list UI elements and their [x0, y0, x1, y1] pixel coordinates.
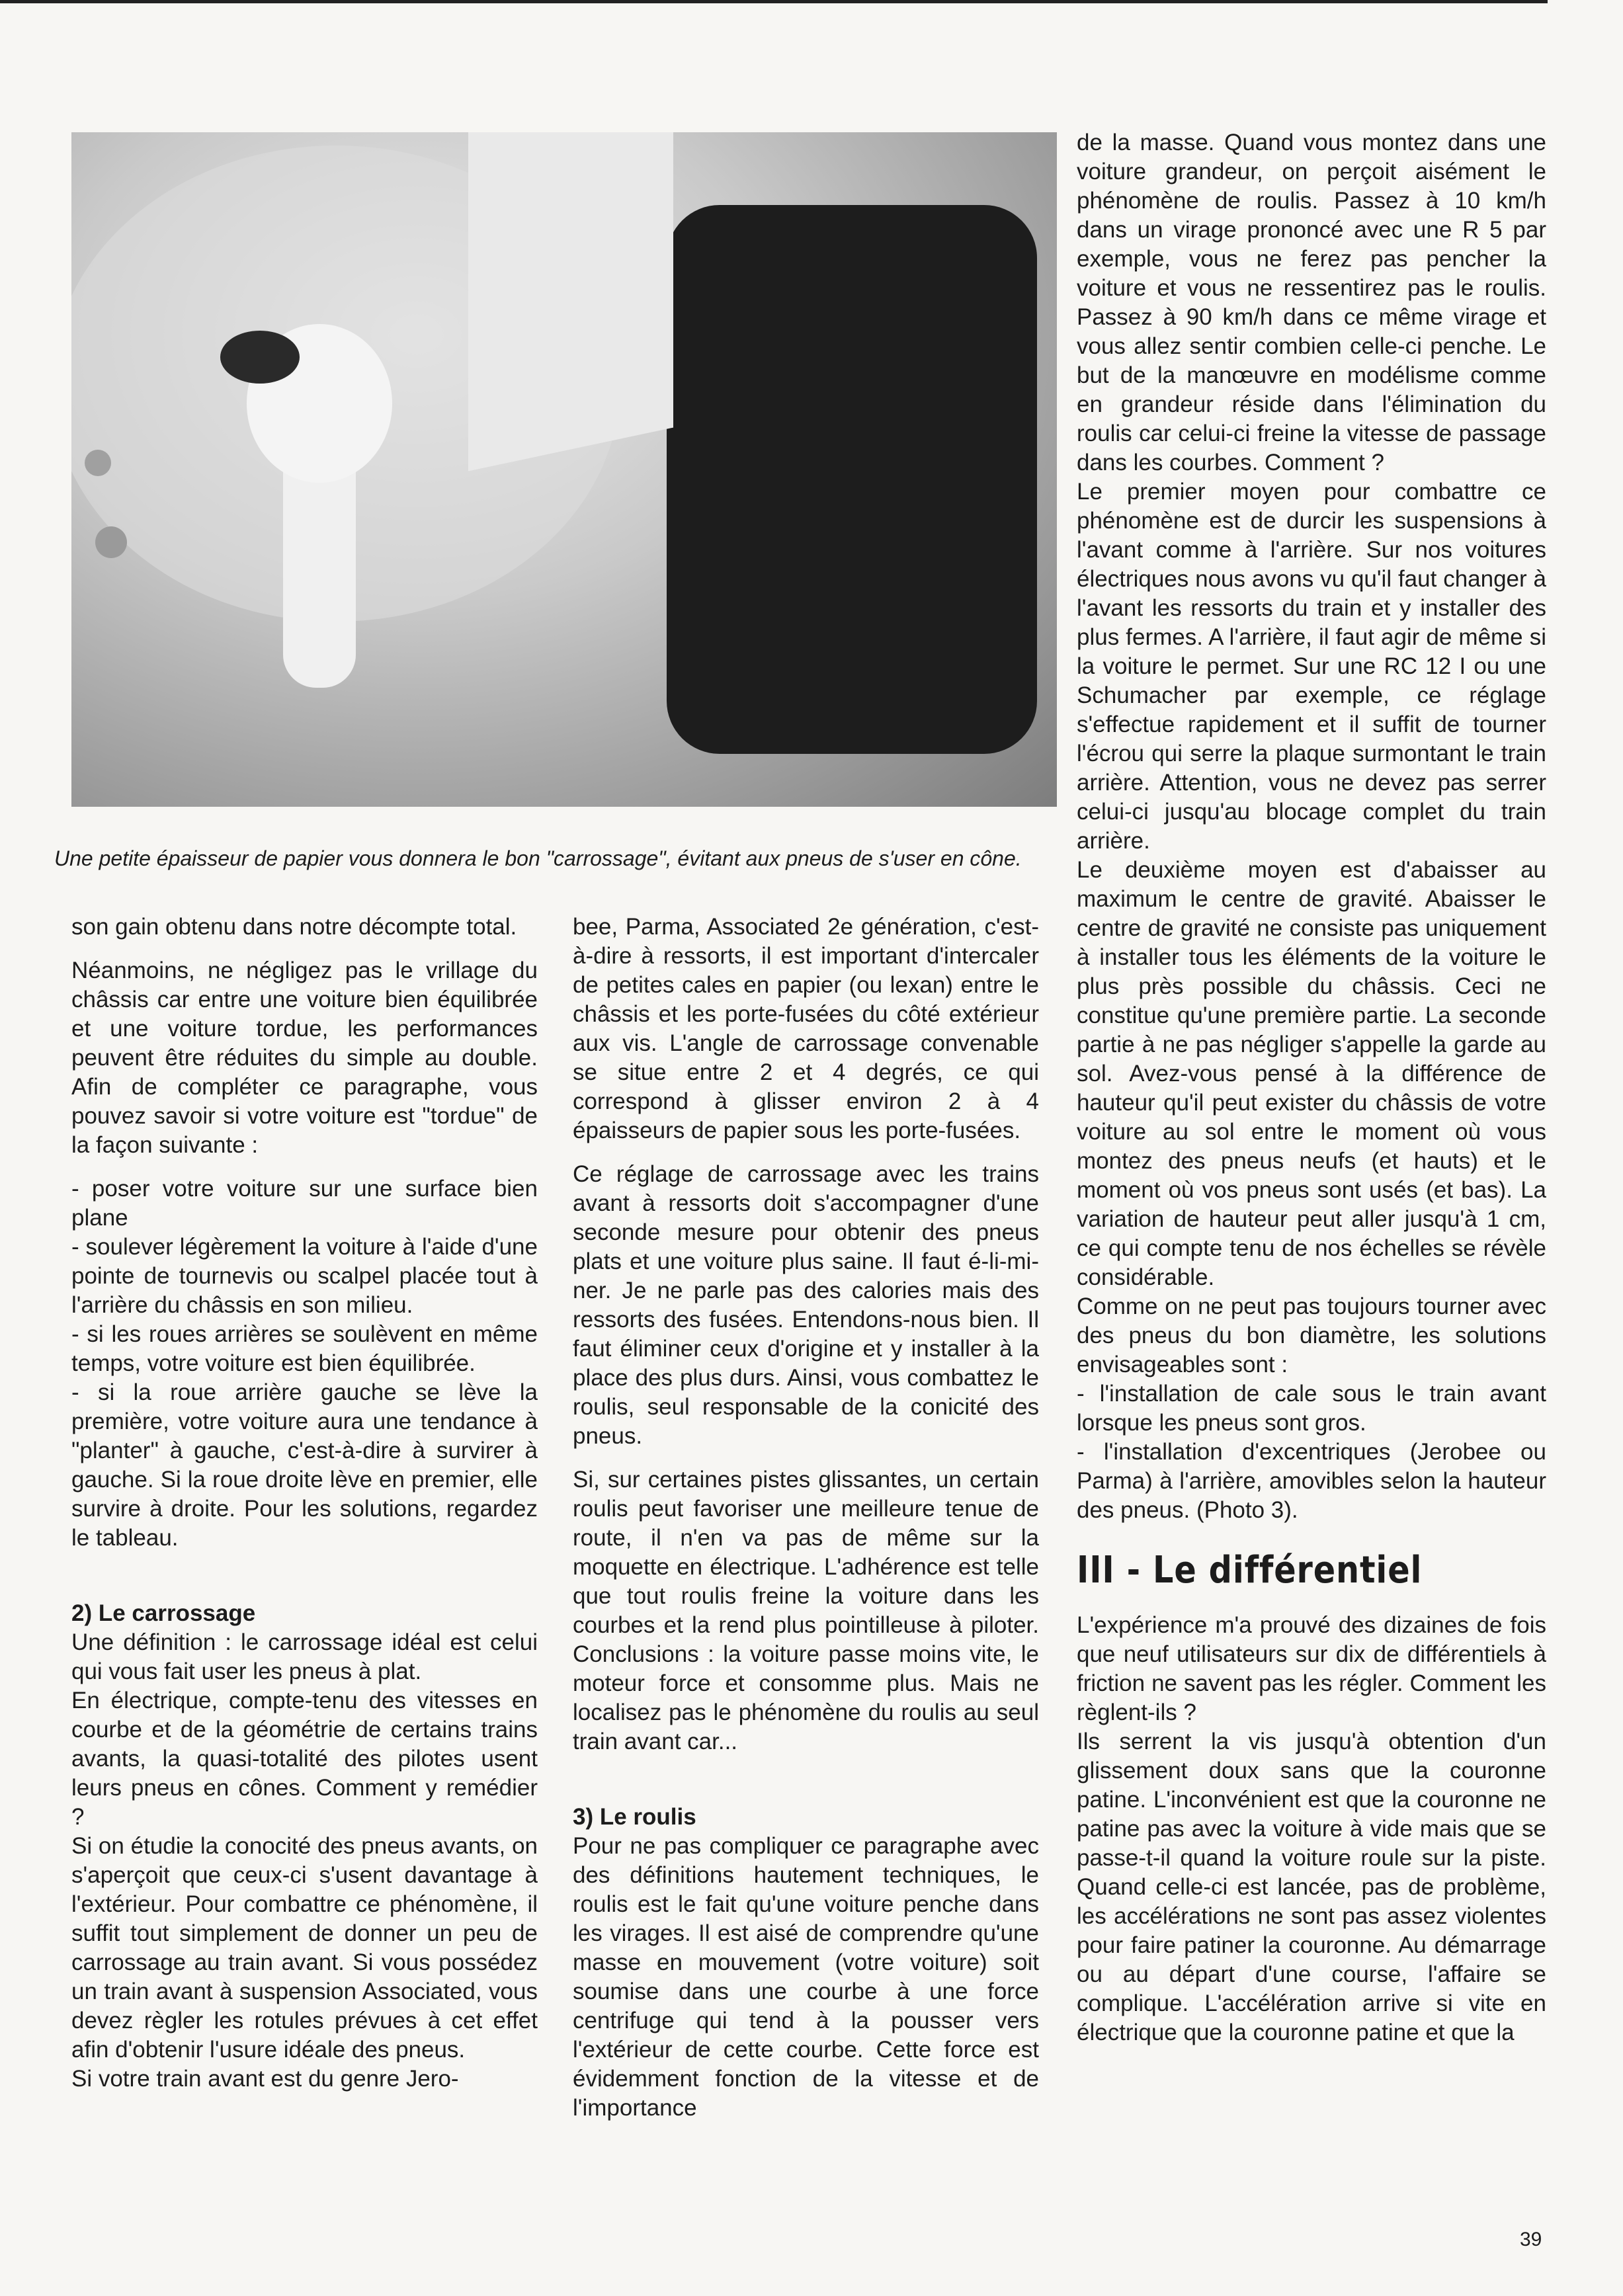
page-number: 39 [1520, 2229, 1542, 2250]
heading-roulis: 3) Le roulis [573, 1804, 696, 1830]
paragraph: Le deuxième moyen est d'abaisser au maximum le centre de gravité. Abaisser le centre de gravité ne consiste pas uniquement à installer tous les éléments de la voiture le plus près possible du châssis. Ceci ne constitue qu'une première partie. La seconde partie à ne pas négliger s'appelle la garde au sol. Avez-vous pensé à la différence de hauteur qu'il peut exister du châssis de votre voiture au sol entre le moment où vous montez des pneus neufs (et hauts) et le moment où vos pneus sont usés (et bas). La variation de hauteur peut aller jusqu'à 1 cm, ce qui compte tenu de nos échelles se révèle considérable. [1077, 857, 1546, 1290]
list-item: - l'installation de cale sous le train avant lorsque les pneus sont gros. [1077, 1381, 1546, 1436]
paragraph: son gain obtenu dans notre décompte total. [71, 914, 517, 940]
photo-caption: Une petite épaisseur de papier vous donnera le bon "carrossage", évitant aux pneus de s'user en cône. [54, 846, 1022, 870]
top-rule [0, 0, 1548, 3]
paragraph: Néanmoins, ne négligez pas le vrillage du châssis car entre une voiture bien équilibrée et une voiture tordue, les performances peuvent être réduites du simple au double. Afin de compléter ce paragraphe, vous pouvez savoir si votre voiture est "tordue" de la façon suivante : [71, 958, 538, 1158]
paragraph: Ce réglage de carrossage avec les trains avant à ressorts doit s'accompagner d'une seconde mesure pour obtenir des pneus plats et une voiture plus saine. Il faut é-li-mi-ner. Je ne parle pas des calories mais des ressorts des fusées. Entendons-nous bien. Il faut éliminer ceux d'origine et y installer à la place des plus durs. Ainsi, vous combattez le roulis, seul responsable de la conicité des pneus. [573, 1161, 1039, 1449]
column-1 [71, 913, 538, 2094]
paragraph: En électrique, compte-tenu des vitesses en courbe et de la géométrie de certains trains avants, la quasi-totalité des pilotes usent leurs pneus en cônes. Comment y remédier ? [71, 1688, 538, 1830]
column-2 [573, 913, 1039, 2137]
photo-car-wheel [71, 132, 1057, 807]
paragraph: Si on étudie la conocité des pneus avants, on s'aperçoit que ceux-ci s'usent davantage à l'extérieur. Pour combattre ce phénomène, il suffit tout simplement de donner un peu de carrossage au train avant. Si vous possédez un train avant à suspension Associated, vous devez règler les rotules prévues à cet effet afin d'obtenir l'usure idéale des pneus. [71, 1833, 538, 2063]
list-item: - poser votre voiture sur une surface bien plane [71, 1176, 538, 1231]
list-item: - si les roues arrières se soulèvent en même temps, votre voiture est bien équilibrée. [71, 1321, 538, 1376]
paragraph: Le premier moyen pour combattre ce phénomène est de durcir les suspensions à l'avant comme à l'arrière. Sur nos voitures électriques nous avons vu qu'il faut changer à l'avant les ressorts du train et y installer des plus fermes. A l'arrière, il faut agir de même si la voiture le permet. Sur une RC 12 I ou une Schumacher par exemple, ce réglage s'effectue rapidement et il suffit de tourner l'écrou qui serre la plaque surmontant le train arrière. Attention, vous ne devez pas serrer celui-ci jusqu'au blocage complet du train arrière. [1077, 479, 1546, 854]
paragraph: Comme on ne peut pas toujours tourner avec des pneus du bon diamètre, les solutions envisageables sont : [1077, 1293, 1546, 1377]
paragraph: Si votre train avant est du genre Jero- [71, 2066, 459, 2092]
paragraph: Pour ne pas compliquer ce paragraphe avec des définitions hautement techniques, le roulis est le fait qu'une voiture penche dans les virages. Il est aisé de comprendre qu'une masse en mouvement (votre voiture) soit soumise dans une courbe à une force centrifuge qui tend à la pousser vers l'extérieur de cette courbe. Cette force est évidemment fonction de la vitesse et de l'importance [573, 1833, 1039, 2121]
column-3 [1077, 128, 1546, 2047]
section-title-differentiel: III - Le différentiel [1077, 1549, 1423, 1592]
heading-carrossage: 2) Le carrossage [71, 1600, 256, 1626]
list-item: - soulever légèrement la voiture à l'aide d'une pointe de tournevis ou scalpel placée tout à l'arrière du châssis en son milieu. [71, 1234, 538, 1318]
paragraph: de la masse. Quand vous montez dans une voiture grandeur, on perçoit aisément le phénomène de roulis. Passez à 10 km/h dans un virage prononcé avec une R 5 par exemple, vous ne ferez pas pencher la voiture et vous ne ressentirez pas le roulis. Passez à 90 km/h dans ce même virage et vous allez sentir combien celle-ci penche. Le but de la manœuvre en modélisme comme en grandeur réside dans l'élimination du roulis car celui-ci freine la vitesse de passage dans les courbes. Comment ? [1077, 130, 1546, 475]
paragraph: Ils serrent la vis jusqu'à obtention d'un glissement doux sans que la couronne patine. L'inconvénient est que la couronne ne patine pas avec la voiture à vide mais que se passe-t-il quand la voiture roule sur la piste. Quand celle-ci est lancée, pas de problème, les accélérations ne sont pas assez violentes pour faire patiner la couronne. Au démarrage ou au départ d'une course, l'affaire se complique. L'accélération arrive si vite en électrique que la couronne patine et que la [1077, 1729, 1546, 2045]
paragraph: bee, Parma, Associated 2e génération, c'est-à-dire à ressorts, il est important d'intercaler de petites cales en papier (ou lexan) entre le châssis et les porte-fusées du côté extérieur aux vis. L'angle de carrossage convenable se situe entre 2 et 4 degrés, ce qui correspond à glisser environ 2 à 4 épaisseurs de papier sous les porte-fusées. [573, 914, 1039, 1143]
paragraph: L'expérience m'a prouvé des dizaines de fois que neuf utilisateurs sur dix de différentiels à friction ne savent pas les régler. Comment les règlent-ils ? [1077, 1612, 1546, 1725]
list-item: - si la roue arrière gauche se lève la première, votre voiture aura une tendance à "planter" à gauche, c'est-à-dire à survirer à gauche. Si la roue droite lève en premier, elle survire à droite. Pour les solutions, regardez le tableau. [71, 1379, 538, 1551]
paragraph: Si, sur certaines pistes glissantes, un certain roulis peut favoriser une meilleure tenue de route, il n'en va pas de même sur la moquette en électrique. L'adhérence est telle que tout roulis freine la voiture dans les courbes et la rend plus pointilleuse à piloter. Conclusions : la voiture passe moins vite, le moteur force et consomme plus. Mais ne localisez pas le phénomène du roulis au seul train avant car... [573, 1467, 1039, 1754]
paragraph: Une définition : le carrossage idéal est celui qui vous fait user les pneus à plat. [71, 1629, 538, 1684]
list-item: - l'installation d'excentriques (Jerobee ou Parma) à l'arrière, amovibles selon la hauteur des pneus. (Photo 3). [1077, 1439, 1546, 1523]
